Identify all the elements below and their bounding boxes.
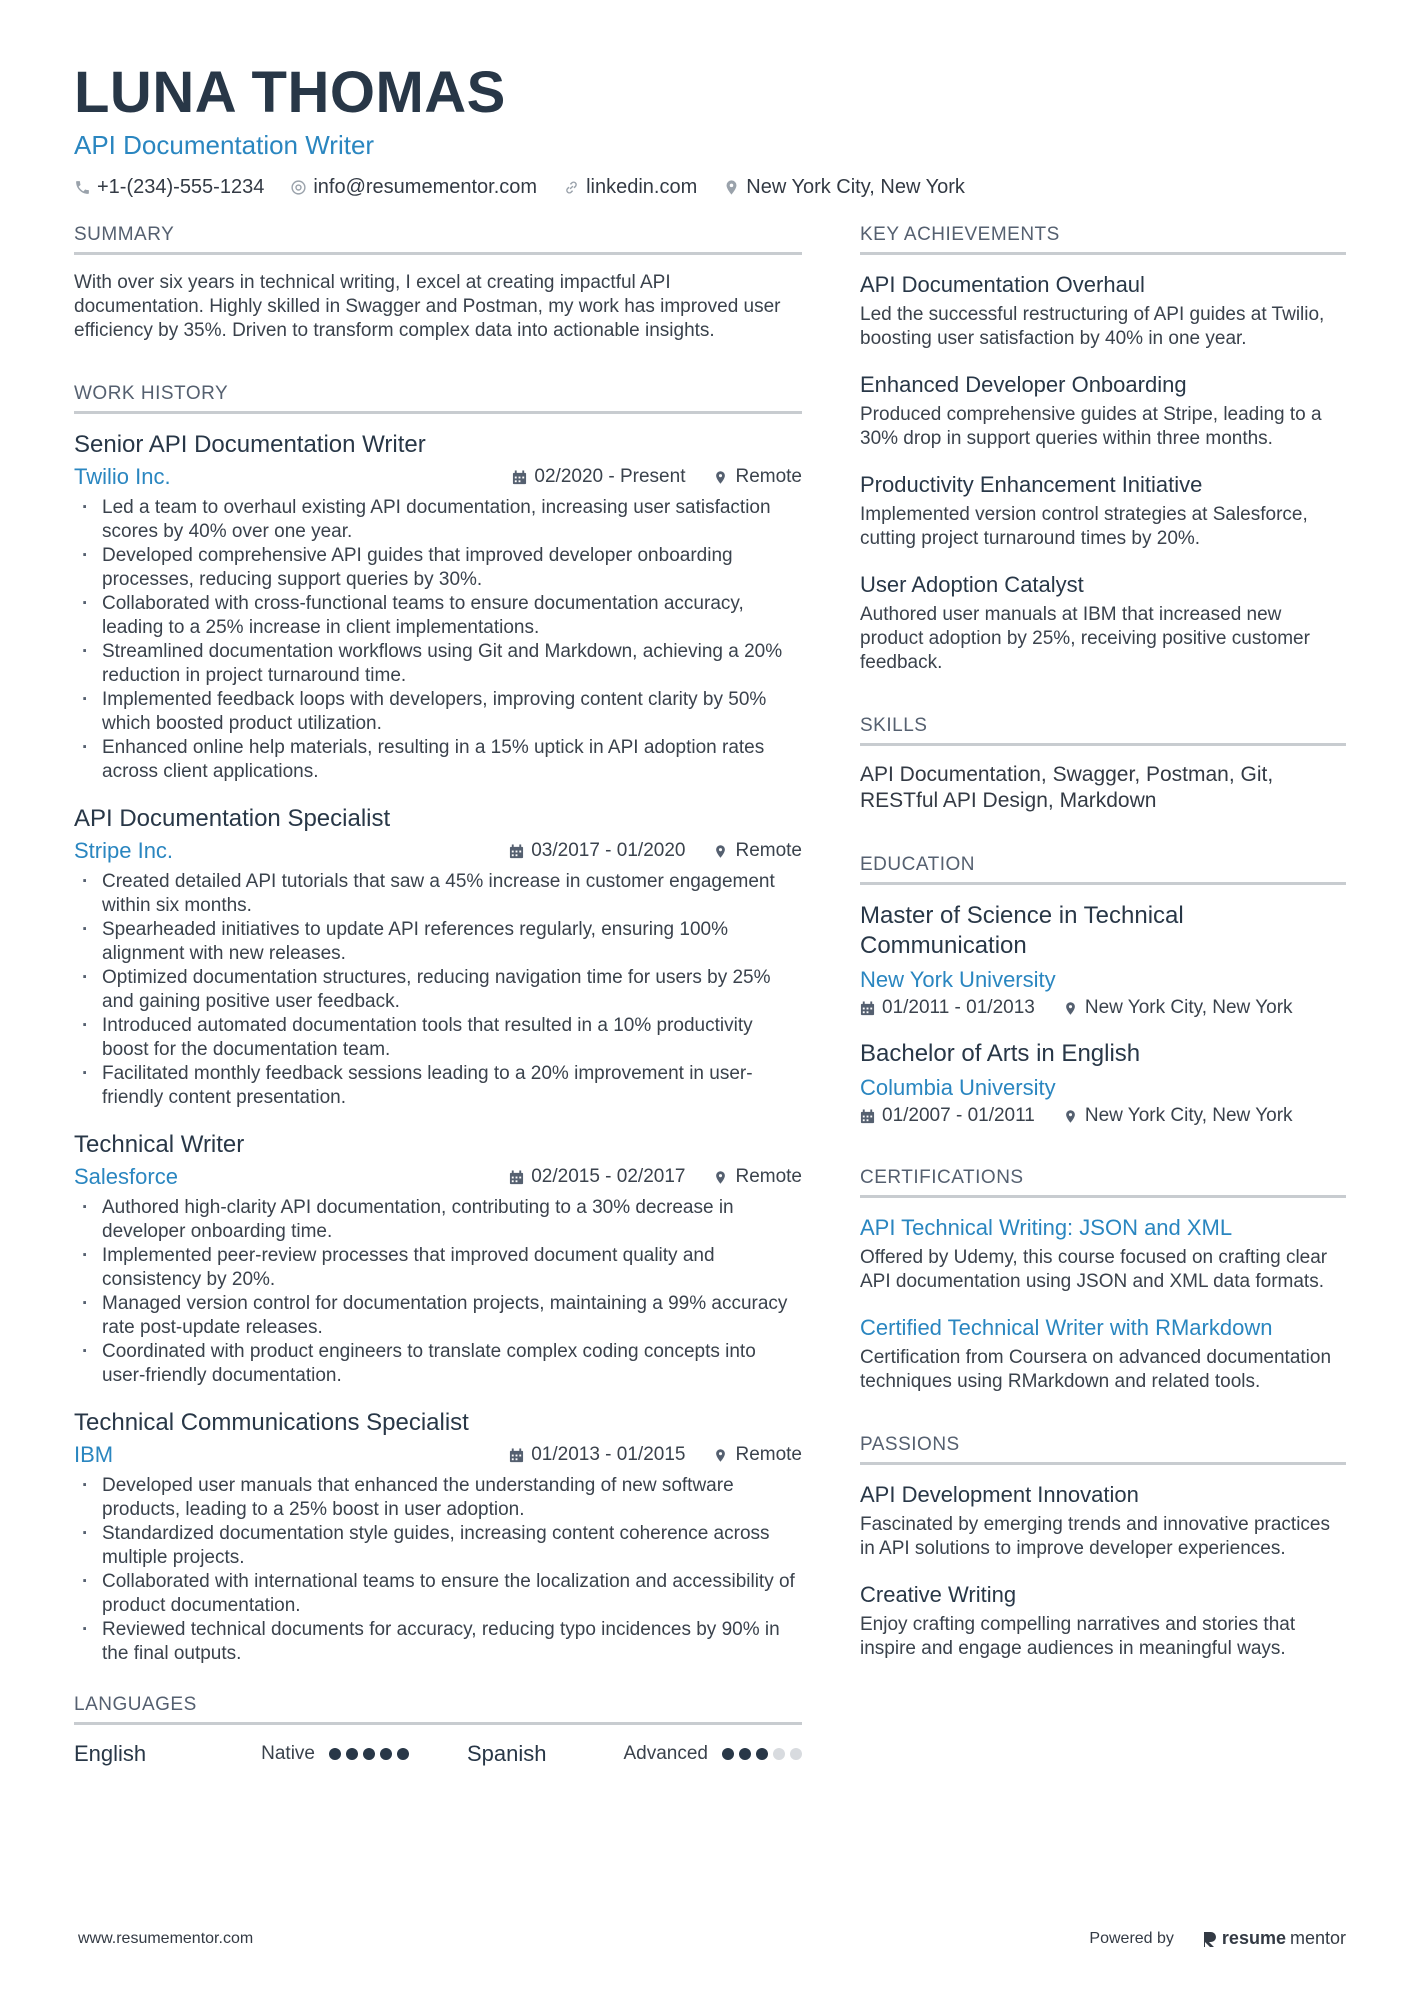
page-footer [78,1928,1346,1949]
contact-linkedin-text[interactable]: linkedin.com [586,176,698,198]
education-heading: EDUCATION [860,854,1346,885]
candidate-name: LUNA THOMAS [74,60,506,125]
job-bullet: · Developed user manuals that enhanced the understanding of new software products, leading to a 25% boost in user adoption. [74,1474,802,1522]
summary-text: With over six years in technical writing, I excel at creating impactful API documentation. Highly skilled in Swagger and Postman, my work has improved user efficiency by 35%. Driven to transform complex data into actionable insights. [74,272,781,341]
skills-heading: SKILLS [860,715,1346,746]
language-list [74,1741,802,1767]
job-dates [509,1166,685,1188]
passion-item [860,1581,1346,1661]
education-dates [860,1105,1035,1127]
passion-title: API Development Innovation [860,1482,1139,1507]
job-bullets [74,1474,802,1666]
job-meta-right [509,1444,802,1466]
skills-section [860,715,1346,814]
job-company: Stripe Inc. [74,838,174,863]
job-bullet: · Enhanced online help materials, resulting in a 15% uptick in API adoption rates across client applications. [74,736,802,784]
calendar-icon [509,844,524,859]
footer-brand [1202,1928,1346,1949]
rating-dot-empty [790,1748,802,1760]
resume-header [74,58,1344,199]
achievement-title: Productivity Enhancement Initiative [860,472,1203,497]
education-location [1063,1105,1293,1127]
certifications-section [860,1167,1346,1394]
job-bullet: · Spearheaded initiatives to update API references regularly, ensuring 100% alignment with new releases. [74,918,802,966]
right-column [860,224,1346,1701]
job-entry [74,1408,802,1666]
certification-text: Offered by Udemy, this course focused on crafting clear API documentation using JSON and XML data formats. [860,1247,1328,1292]
rating-dot-filled [739,1748,751,1760]
languages-heading: LANGUAGES [74,1694,802,1725]
work-history-section [74,383,802,1666]
job-meta-right [512,466,802,488]
contact-linkedin[interactable] [563,176,697,199]
job-bullet: · Implemented peer-review processes that improved document quality and consistency by 20%. [74,1244,802,1292]
achievement-text: Implemented version control strategies at Salesforce, cutting project turnaround times by 20%. [860,504,1308,549]
job-bullet: · Collaborated with international teams to ensure the localization and accessibility of product documentation. [74,1570,802,1618]
job-bullet: · Implemented feedback loops with developers, improving content clarity by 50% which boosted product utilization. [74,688,802,736]
job-title: Senior API Documentation Writer [74,431,426,458]
language-name: Spanish [467,1741,547,1766]
job-bullet: · Collaborated with cross-functional teams to ensure documentation accuracy, leading to a 25% increase in client implementations. [74,592,802,640]
rating-dot-filled [380,1748,392,1760]
rating-dot-empty [773,1748,785,1760]
achievement-item [860,271,1346,351]
rating-dot-filled [363,1748,375,1760]
contact-phone-text: +1-(234)-555-1234 [97,176,265,198]
education-meta [860,997,1346,1019]
achievement-title: User Adoption Catalyst [860,572,1084,597]
job-location-text: Remote [735,840,802,861]
job-bullet: · Led a team to overhaul existing API documentation, increasing user satisfaction scores by 40% over one year. [74,496,802,544]
rating-dot-filled [397,1748,409,1760]
job-entry [74,1130,802,1388]
job-dates-text: 01/2013 - 01/2015 [531,1444,686,1465]
education-section [860,854,1346,1127]
job-meta [74,464,802,490]
calendar-icon [512,470,527,485]
education-dates-text: 01/2007 - 01/2011 [882,1105,1035,1126]
certifications-heading: CERTIFICATIONS [860,1167,1346,1198]
job-entry [74,804,802,1110]
work-history-heading: WORK HISTORY [74,383,802,414]
job-dates [509,840,685,862]
language-level-text: Native [261,1743,315,1764]
location-icon [713,470,728,485]
job-dates-text: 03/2017 - 01/2020 [531,840,686,861]
passions-section [860,1434,1346,1661]
language-name: English [74,1741,147,1766]
rating-dot-filled [329,1748,341,1760]
job-dates [509,1444,685,1466]
job-bullet: · Reviewed technical documents for accuracy, reducing typo incidences by 90% in the final outputs. [74,1618,802,1666]
education-dates-text: 01/2011 - 01/2013 [882,997,1035,1018]
job-title: API Documentation Specialist [74,805,391,832]
job-location-text: Remote [735,1166,802,1187]
job-bullet: · Standardized documentation style guides, increasing content coherence across multiple projects. [74,1522,802,1570]
job-company: Salesforce [74,1164,178,1189]
job-location [713,1444,802,1466]
language-item [467,1741,802,1767]
job-location-text: Remote [735,1444,802,1465]
contact-email[interactable] [290,176,537,199]
summary-heading: SUMMARY [74,224,802,255]
achievement-text: Produced comprehensive guides at Stripe, leading to a 30% drop in support queries within three months. [860,404,1322,449]
language-level [623,1743,802,1765]
summary-section [74,224,802,343]
passion-title: Creative Writing [860,1582,1017,1607]
job-dates-text: 02/2020 - Present [534,466,686,487]
job-meta-right [509,1166,802,1188]
job-company: IBM [74,1442,114,1467]
job-title: Technical Communications Specialist [74,1409,469,1436]
rating-dot-filled [346,1748,358,1760]
achievements-heading: KEY ACHIEVEMENTS [860,224,1346,255]
certification-text: Certification from Coursera on advanced documentation techniques using RMarkdown and related tools. [860,1347,1332,1392]
skills-text: API Documentation, Swagger, Postman, Git, RESTful API Design, Markdown [860,763,1274,812]
job-bullet: · Optimized documentation structures, reducing navigation time for users by 25% and gaining positive user feedback. [74,966,802,1014]
footer-brand-bold: resume [1221,1928,1286,1948]
job-dates [512,466,685,488]
location-icon [713,1170,728,1185]
calendar-icon [860,1109,875,1124]
education-location [1063,997,1293,1019]
language-rating [722,1748,802,1760]
language-level [261,1743,409,1765]
education-location-text: New York City, New York [1084,997,1293,1018]
location-icon [1063,1001,1078,1016]
education-school: Columbia University [860,1075,1056,1100]
passion-text: Fascinated by emerging trends and innovative practices in API solutions to improve developer experiences. [860,1514,1330,1559]
language-level-text: Advanced [623,1743,708,1764]
job-bullets [74,870,802,1110]
contact-phone [74,176,264,199]
job-meta [74,1164,802,1190]
education-location-text: New York City, New York [1084,1105,1293,1126]
job-bullet: · Coordinated with product engineers to translate complex coding concepts into user-friendly documentation. [74,1340,802,1388]
job-bullet: · Developed comprehensive API guides that improved developer onboarding processes, reducing support queries by 30%. [74,544,802,592]
contact-location [723,176,965,199]
achievement-item [860,571,1346,675]
certification-title: Certified Technical Writer with RMarkdown [860,1315,1273,1340]
education-dates [860,997,1035,1019]
job-bullet: · Introduced automated documentation tools that resulted in a 10% productivity boost for the documentation team. [74,1014,802,1062]
achievement-item [860,371,1346,451]
job-bullet: · Facilitated monthly feedback sessions leading to a 20% improvement in user-friendly content presentation. [74,1062,802,1110]
job-bullets [74,496,802,784]
achievement-title: Enhanced Developer Onboarding [860,372,1187,397]
location-icon [723,179,740,196]
location-icon [1063,1109,1078,1124]
rating-dot-filled [722,1748,734,1760]
candidate-role: API Documentation Writer [74,130,375,160]
language-rating [329,1748,409,1760]
achievement-text: Authored user manuals at IBM that increased new product adoption by 25%, receiving positive customer feedback. [860,604,1310,673]
calendar-icon [509,1448,524,1463]
resumementor-logo-icon [1202,1930,1218,1948]
calendar-icon [860,1001,875,1016]
footer-powered-label: Powered by [1089,1929,1174,1947]
education-meta [860,1105,1346,1127]
passion-text: Enjoy crafting compelling narratives and stories that inspire and engage audiences in meaningful ways. [860,1614,1296,1659]
contact-list [74,176,1344,199]
certification-item [860,1214,1346,1294]
job-title: Technical Writer [74,1131,245,1158]
passion-item [860,1481,1346,1561]
job-location-text: Remote [735,466,802,487]
location-icon [713,844,728,859]
job-meta-right [509,840,802,862]
job-meta [74,838,802,864]
contact-email-text[interactable]: info@resumementor.com [313,176,538,198]
education-degree: Bachelor of Arts in English [860,1040,1141,1067]
job-bullet: · Created detailed API tutorials that saw a 45% increase in customer engagement within six months. [74,870,802,918]
achievements-section [860,224,1346,675]
language-item [74,1741,409,1767]
achievement-item [860,471,1346,551]
location-icon [713,1448,728,1463]
footer-brand-light: mentor [1289,1928,1346,1948]
job-location [713,840,802,862]
job-bullet: · Streamlined documentation workflows using Git and Markdown, achieving a 20% reduction in project turnaround time. [74,640,802,688]
education-item [860,1039,1346,1127]
education-school: New York University [860,967,1056,992]
footer-powered [1089,1928,1346,1949]
passions-heading: PASSIONS [860,1434,1346,1465]
job-location [713,1166,802,1188]
link-icon [563,179,580,196]
job-dates-text: 02/2015 - 02/2017 [531,1166,686,1187]
education-degree: Master of Science in Technical Communication [860,902,1184,959]
rating-dot-filled [756,1748,768,1760]
job-entry [74,430,802,784]
left-column [74,224,802,1807]
contact-location-text: New York City, New York [746,176,965,198]
achievement-title: API Documentation Overhaul [860,272,1145,297]
job-bullet: · Authored high-clarity API documentation, contributing to a 30% decrease in developer onboarding time. [74,1196,802,1244]
footer-website[interactable]: www.resumementor.com [78,1929,254,1947]
languages-section [74,1694,802,1767]
job-company: Twilio Inc. [74,464,171,489]
certification-title: API Technical Writing: JSON and XML [860,1215,1233,1240]
calendar-icon [509,1170,524,1185]
phone-icon [74,179,91,196]
job-bullet: · Managed version control for documentation projects, maintaining a 99% accuracy rate post-update releases. [74,1292,802,1340]
certification-item [860,1314,1346,1394]
job-location [713,466,802,488]
job-bullets [74,1196,802,1388]
at-icon [290,179,307,196]
job-meta [74,1442,802,1468]
education-item [860,901,1346,1019]
achievement-text: Led the successful restructuring of API guides at Twilio, boosting user satisfaction by 40% in one year. [860,304,1325,349]
